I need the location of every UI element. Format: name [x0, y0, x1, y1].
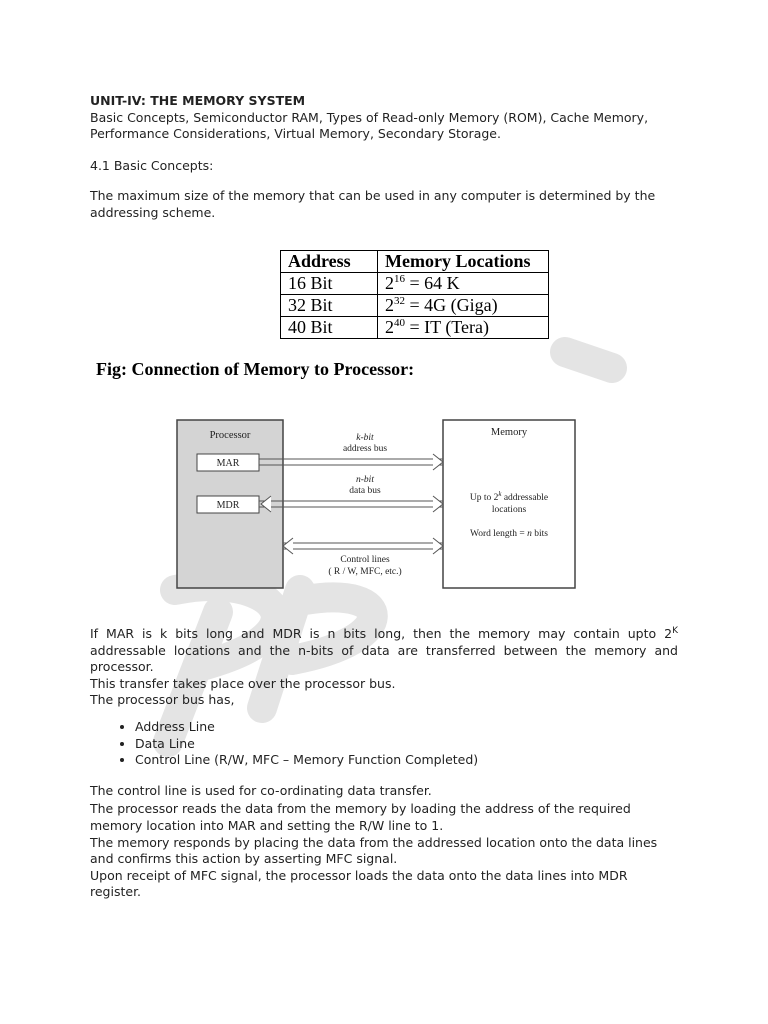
list-item: • Data Line — [135, 736, 678, 753]
word-length-text: Word length = n bits — [470, 529, 548, 539]
data-bus-label-1: n-bit — [356, 475, 374, 485]
data-bus-arrow — [259, 496, 443, 512]
paragraph-memory-responds: The memory responds by placing the data from the addressed location onto the data lines and confirms this action by asserting MFC signal. — [90, 834, 658, 867]
address-table — [280, 250, 549, 339]
memory-label: Memory — [490, 427, 528, 438]
table-cell-address: 16 Bit — [281, 273, 378, 295]
control-lines-label-1: Control lines — [340, 555, 390, 565]
control-lines-label-2: ( R / W, MFC, etc.) — [328, 567, 402, 577]
address-bus-label-1: k-bit — [356, 433, 374, 443]
table-header-memory-locations: Memory Locations — [378, 251, 549, 273]
paragraph-read: The processor reads the data from the memory by loading the address of the required memory location into MAR and setting the R/W line to 1. — [90, 801, 631, 833]
paragraph-bus-has: The processor bus has, — [90, 692, 235, 708]
unit-title: UNIT-IV: THE MEMORY SYSTEM — [90, 93, 306, 108]
bus-lines-list — [90, 719, 678, 769]
list-item: • Address Line — [135, 719, 678, 736]
table-cell-locations: $2^{40}$ = IT (Tera) — [378, 317, 549, 339]
paragraph-mar-mdr: If MAR is k bits long and MDR is n bits long, then the memory may contain upto $2^K$ addressable locations and the n-bits of data are transferred between the memory and processor. — [90, 625, 678, 675]
paragraph-control-line: The control line is used for co-ordinating data transfer. — [90, 782, 432, 798]
mdr-label: MDR — [216, 500, 240, 511]
address-bus-arrow — [259, 454, 443, 470]
paragraph-mfc: Upon receipt of MFC signal, the processor loads the data onto the data lines into MDR register. — [90, 867, 628, 900]
table-header-address: Address — [281, 251, 378, 273]
memory-locations-text: locations — [491, 505, 527, 515]
table-cell-address: 32 Bit — [281, 295, 378, 317]
memory-processor-diagram — [175, 418, 579, 590]
list-item: • Control Line (R/W, MFC – Memory Function Completed) — [135, 752, 678, 769]
table-cell-address: 40 Bit — [281, 317, 378, 339]
table-row — [281, 295, 549, 317]
processor-label: Processor — [209, 430, 251, 441]
unit-topics: Basic Concepts, Semiconductor RAM, Types of Read-only Memory (ROM), Cache Memory, Performance Considerations, Virtual Memory, Secondary Storage. — [90, 109, 649, 141]
table-cell-locations: $2^{32} = 4G$ (Giga) — [378, 295, 549, 317]
table-row — [281, 317, 549, 339]
memory-box — [443, 420, 575, 588]
section-heading: 4.1 Basic Concepts: — [90, 157, 214, 173]
table-header-row — [281, 251, 549, 273]
table-cell-locations: $2^{16} = 64$ K — [378, 273, 549, 295]
data-bus-label-2: data bus — [349, 486, 381, 496]
figure-caption: Fig: Connection of Memory to Processor: — [96, 359, 415, 379]
header-block — [90, 93, 678, 221]
table-row — [281, 273, 549, 295]
control-lines-arrow — [283, 538, 443, 554]
memory-capacity-text: Up to 2$^k$ addressable — [469, 490, 549, 503]
body-text — [90, 626, 678, 901]
section-intro: The maximum size of the memory that can be used in any computer is determined by the addressing scheme. — [90, 188, 656, 220]
mar-label: MAR — [216, 458, 240, 469]
paragraph-transfer: This transfer takes place over the processor bus. — [90, 675, 396, 691]
address-bus-label-2: address bus — [342, 444, 388, 454]
